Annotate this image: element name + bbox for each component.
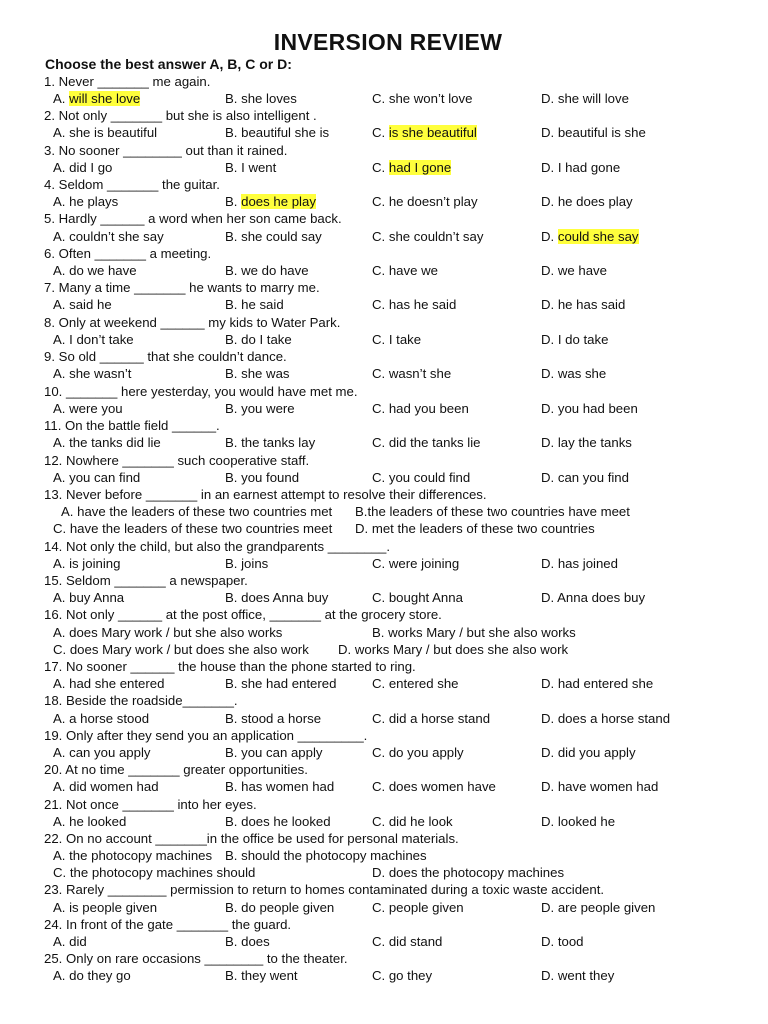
question-3 xyxy=(0,142,768,159)
option-c[interactable]: C. she couldn’t say xyxy=(372,229,484,244)
option-c[interactable]: C. does Mary work / but does she also work xyxy=(53,642,309,657)
options-9 xyxy=(0,365,768,382)
option-a[interactable]: A. she is beautiful xyxy=(53,125,158,140)
question-4 xyxy=(0,176,768,193)
options-19 xyxy=(0,744,768,761)
option-c[interactable]: C. did a horse stand xyxy=(372,711,491,726)
option-c[interactable]: C. people given xyxy=(372,900,464,915)
question-text: 23. Rarely ________ permission to return to homes contaminated during a toxic waste accident. xyxy=(44,882,605,897)
option-b[interactable]: B. do I take xyxy=(225,332,292,347)
option-b[interactable]: B. you can apply xyxy=(225,745,323,760)
question-text: 16. Not only ______ at the post office, _______ at the grocery store. xyxy=(44,607,442,622)
option-c[interactable]: C. do you apply xyxy=(372,745,464,760)
question-text: 14. Not only the child, but also the grandparents ________. xyxy=(44,539,391,554)
options-13-cd xyxy=(0,520,768,537)
options-20 xyxy=(0,778,768,795)
option-d[interactable]: D. have women had xyxy=(541,779,659,794)
question-10 xyxy=(0,383,768,400)
option-b[interactable]: B. does he play xyxy=(225,194,316,209)
options-13-ab xyxy=(0,503,768,520)
option-b[interactable]: B. does Anna buy xyxy=(225,590,329,605)
option-b[interactable]: B. you found xyxy=(225,470,300,485)
question-14 xyxy=(0,538,768,555)
option-c[interactable]: C. did stand xyxy=(372,934,443,949)
question-5 xyxy=(0,210,768,227)
option-d[interactable]: D. could she say xyxy=(541,229,639,244)
option-a[interactable]: A. have the leaders of these two countries met xyxy=(61,504,333,519)
option-a[interactable]: A. had she entered xyxy=(53,676,165,691)
option-b[interactable]: B. do people given xyxy=(225,900,335,915)
option-d[interactable]: D. I do take xyxy=(541,332,609,347)
option-b[interactable]: B. I went xyxy=(225,160,277,175)
option-c[interactable]: C. have the leaders of these two countries meet xyxy=(53,521,333,536)
option-b[interactable]: B. she could say xyxy=(225,229,322,244)
option-d[interactable]: D. was she xyxy=(541,366,607,381)
question-text: 2. Not only _______ but she is also intelligent . xyxy=(44,108,317,123)
question-text: 3. No sooner ________ out than it rained. xyxy=(44,143,288,158)
options-4 xyxy=(0,193,768,210)
option-b[interactable]: B. should the photocopy machines xyxy=(225,848,427,863)
question-25 xyxy=(0,950,768,967)
option-a[interactable]: A. he plays xyxy=(53,194,119,209)
options-3 xyxy=(0,159,768,176)
option-a[interactable]: A. do they go xyxy=(53,968,131,983)
options-17 xyxy=(0,675,768,692)
option-a[interactable]: A. does Mary work / but she also works xyxy=(53,625,283,640)
option-b[interactable]: B. stood a horse xyxy=(225,711,322,726)
question-text: 5. Hardly ______ a word when her son came back. xyxy=(44,211,342,226)
highlighted-answer: does he play xyxy=(241,194,316,209)
highlighted-answer: could she say xyxy=(557,229,639,244)
option-b[interactable]: B. the tanks lay xyxy=(225,435,316,450)
question-text: 8. Only at weekend ______ my kids to Water Park. xyxy=(44,315,341,330)
option-d[interactable]: D. had entered she xyxy=(541,676,654,691)
option-d[interactable]: D. are people given xyxy=(541,900,656,915)
question-8 xyxy=(0,314,768,331)
question-text: 18. Beside the roadside_______. xyxy=(44,693,238,708)
option-d[interactable]: D. can you find xyxy=(541,470,629,485)
options-2 xyxy=(0,124,768,141)
highlighted-answer: will she love xyxy=(69,91,141,106)
question-1 xyxy=(0,73,768,90)
option-b[interactable]: B. we do have xyxy=(225,263,309,278)
option-b[interactable]: B. she loves xyxy=(225,91,297,106)
options-15 xyxy=(0,589,768,606)
question-13 xyxy=(0,486,768,503)
question-text: 20. At no time _______ greater opportunities. xyxy=(44,762,308,777)
option-a[interactable]: A. will she love xyxy=(53,91,141,106)
option-d[interactable]: D. lay the tanks xyxy=(541,435,632,450)
option-c[interactable]: C. were joining xyxy=(372,556,460,571)
option-b[interactable]: B. does xyxy=(225,934,270,949)
option-d[interactable]: D. he does play xyxy=(541,194,633,209)
options-5 xyxy=(0,228,768,245)
option-d[interactable]: D. tood xyxy=(541,934,584,949)
option-c[interactable]: C. has he said xyxy=(372,297,457,312)
option-a[interactable]: A. a horse stood xyxy=(53,711,150,726)
question-text: 13. Never before _______ in an earnest attempt to resolve their differences. xyxy=(44,487,487,502)
option-d[interactable]: D. does the photocopy machines xyxy=(372,865,565,880)
option-b[interactable]: B. has women had xyxy=(225,779,335,794)
options-24 xyxy=(0,933,768,950)
question-text: 12. Nowhere _______ such cooperative staff. xyxy=(44,453,310,468)
question-12 xyxy=(0,452,768,469)
option-c[interactable]: C. the photocopy machines should xyxy=(53,865,256,880)
options-12 xyxy=(0,469,768,486)
option-d[interactable]: D. does a horse stand xyxy=(541,711,671,726)
option-c[interactable]: C. go they xyxy=(372,968,433,983)
options-14 xyxy=(0,555,768,572)
options-8 xyxy=(0,331,768,348)
option-a[interactable]: A. he looked xyxy=(53,814,127,829)
option-c[interactable]: C. I take xyxy=(372,332,422,347)
option-d[interactable]: D. you had been xyxy=(541,401,638,416)
option-c[interactable]: C. is she beautiful xyxy=(372,125,477,140)
question-text: 10. _______ here yesterday, you would have met me. xyxy=(44,384,358,399)
question-text: 25. Only on rare occasions ________ to the theater. xyxy=(44,951,348,966)
question-16 xyxy=(0,606,768,623)
option-c[interactable]: C. did the tanks lie xyxy=(372,435,481,450)
option-d[interactable]: D. Anna does buy xyxy=(541,590,646,605)
option-a[interactable]: A. couldn’t she say xyxy=(53,229,164,244)
option-c[interactable]: C. does women have xyxy=(372,779,496,794)
option-c[interactable]: C. entered she xyxy=(372,676,459,691)
option-a[interactable]: A. is joining xyxy=(53,556,121,571)
option-d[interactable]: D. he has said xyxy=(541,297,626,312)
option-d[interactable]: D. met the leaders of these two countries xyxy=(355,521,595,536)
option-b[interactable]: B. does he looked xyxy=(225,814,331,829)
question-text: 9. So old ______ that she couldn’t dance. xyxy=(44,349,287,364)
options-10 xyxy=(0,400,768,417)
question-text: 4. Seldom _______ the guitar. xyxy=(44,177,220,192)
question-text: 6. Often _______ a meeting. xyxy=(44,246,212,261)
options-23 xyxy=(0,899,768,916)
option-d[interactable]: D. beautiful is she xyxy=(541,125,646,140)
question-text: 17. No sooner ______ the house than the phone started to ring. xyxy=(44,659,416,674)
question-text: 1. Never _______ me again. xyxy=(44,74,211,89)
question-17 xyxy=(0,658,768,675)
option-b[interactable]: B. she had entered xyxy=(225,676,337,691)
option-c[interactable]: C. had you been xyxy=(372,401,469,416)
option-c[interactable]: C. had I gone xyxy=(372,160,452,175)
option-d[interactable]: D. did you apply xyxy=(541,745,636,760)
option-a[interactable]: A. you can find xyxy=(53,470,141,485)
question-text: 7. Many a time _______ he wants to marry me. xyxy=(44,280,320,295)
page-title: INVERSION REVIEW xyxy=(273,29,503,55)
option-d[interactable]: D. I had gone xyxy=(541,160,621,175)
option-c[interactable]: C. wasn’t she xyxy=(372,366,452,381)
option-d[interactable]: D. works Mary / but does she also work xyxy=(338,642,569,657)
question-23 xyxy=(0,881,768,898)
option-d[interactable]: D. has joined xyxy=(541,556,618,571)
options-25 xyxy=(0,967,768,984)
options-18 xyxy=(0,710,768,727)
option-b[interactable]: B. works Mary / but she also works xyxy=(372,625,576,640)
option-c[interactable]: C. have we xyxy=(372,263,438,278)
option-a[interactable]: A. did women had xyxy=(53,779,159,794)
question-20 xyxy=(0,761,768,778)
options-11 xyxy=(0,434,768,451)
options-6 xyxy=(0,262,768,279)
question-22 xyxy=(0,830,768,847)
option-a[interactable]: A. the tanks did lie xyxy=(53,435,161,450)
option-a[interactable]: A. did I go xyxy=(53,160,113,175)
option-a[interactable]: A. were you xyxy=(53,401,123,416)
option-b[interactable]: B. you were xyxy=(225,401,295,416)
question-11 xyxy=(0,417,768,434)
highlighted-answer: had I gone xyxy=(388,160,452,175)
question-18 xyxy=(0,692,768,709)
question-text: 19. Only after they send you an application _________. xyxy=(44,728,368,743)
option-a[interactable]: A. buy Anna xyxy=(53,590,125,605)
option-c[interactable]: C. he doesn’t play xyxy=(372,194,478,209)
option-d[interactable]: D. looked he xyxy=(541,814,616,829)
option-c[interactable]: C. did he look xyxy=(372,814,453,829)
question-9 xyxy=(0,348,768,365)
question-text: 21. Not once _______ into her eyes. xyxy=(44,797,257,812)
option-a[interactable]: A. the photocopy machines xyxy=(53,848,213,863)
option-a[interactable]: A. did xyxy=(53,934,87,949)
question-15 xyxy=(0,572,768,589)
question-text: 11. On the battle field ______. xyxy=(44,418,220,433)
question-2 xyxy=(0,107,768,124)
option-a[interactable]: A. can you apply xyxy=(53,745,151,760)
options-22-ab xyxy=(0,847,768,864)
options-22-cd xyxy=(0,864,768,881)
instructions: Choose the best answer A, B, C or D: xyxy=(45,56,292,72)
question-7 xyxy=(0,279,768,296)
options-7 xyxy=(0,296,768,313)
option-b[interactable]: B.the leaders of these two countries have meet xyxy=(355,504,630,519)
option-b[interactable]: B. they went xyxy=(225,968,298,983)
option-c[interactable]: C. bought Anna xyxy=(372,590,463,605)
options-1 xyxy=(0,90,768,107)
option-a[interactable]: A. is people given xyxy=(53,900,158,915)
question-text: 15. Seldom _______ a newspaper. xyxy=(44,573,248,588)
option-d[interactable]: D. went they xyxy=(541,968,615,983)
option-a[interactable]: A. do we have xyxy=(53,263,137,278)
options-21 xyxy=(0,813,768,830)
question-text: 24. In front of the gate _______ the guard. xyxy=(44,917,292,932)
question-text: 22. On no account _______in the office be used for personal materials. xyxy=(44,831,459,846)
option-b[interactable]: B. he said xyxy=(225,297,284,312)
option-c[interactable]: C. she won’t love xyxy=(372,91,473,106)
option-a[interactable]: A. she wasn’t xyxy=(53,366,132,381)
question-21 xyxy=(0,796,768,813)
option-b[interactable]: B. she was xyxy=(225,366,290,381)
option-a[interactable]: A. I don’t take xyxy=(53,332,134,347)
question-19 xyxy=(0,727,768,744)
option-c[interactable]: C. you could find xyxy=(372,470,471,485)
option-b[interactable]: B. beautiful she is xyxy=(225,125,330,140)
option-d[interactable]: D. we have xyxy=(541,263,607,278)
highlighted-answer: is she beautiful xyxy=(388,125,477,140)
options-16-cd xyxy=(0,641,768,658)
question-6 xyxy=(0,245,768,262)
option-d[interactable]: D. she will love xyxy=(541,91,629,106)
option-b[interactable]: B. joins xyxy=(225,556,269,571)
option-a[interactable]: A. said he xyxy=(53,297,112,312)
question-24 xyxy=(0,916,768,933)
options-16-ab xyxy=(0,624,768,641)
